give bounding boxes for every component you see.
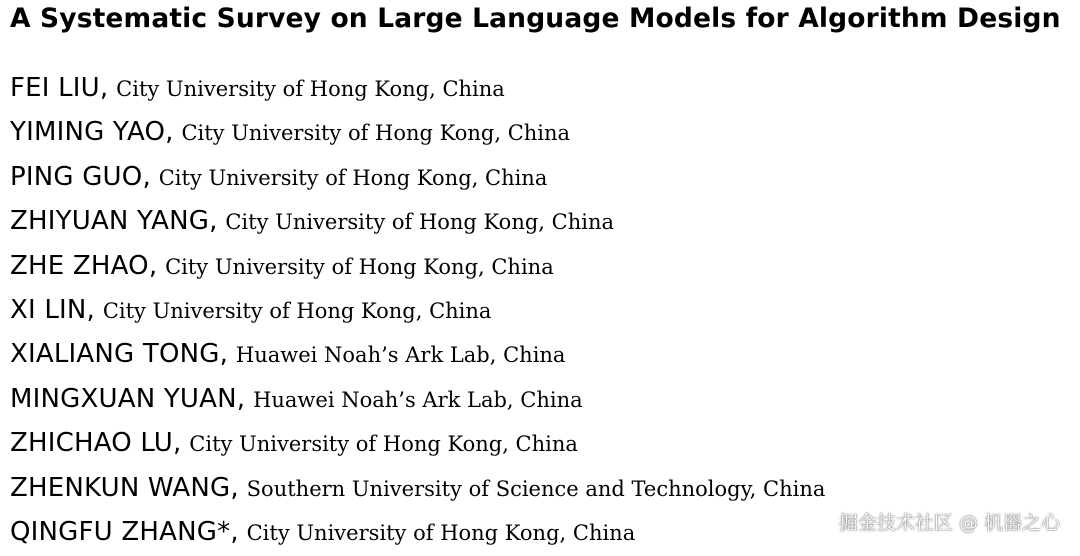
author-list bbox=[10, 68, 825, 556]
author-name: FEI LIU bbox=[10, 73, 100, 103]
author-entry: FEI LIU, City University of Hong Kong, China bbox=[10, 73, 505, 103]
author-entry: XIALIANG TONG, Huawei Noah’s Ark Lab, China bbox=[10, 339, 566, 370]
author-entry: MINGXUAN YUAN, Huawei Noah’s Ark Lab, China bbox=[10, 383, 583, 414]
author-entry: PING GUO, City University of Hong Kong, China bbox=[10, 161, 548, 192]
author-affiliation: Huawei Noah’s Ark Lab, China bbox=[235, 343, 566, 368]
author-name: QINGFU ZHANG* bbox=[10, 516, 231, 547]
author-affiliation: City University of Hong Kong, China bbox=[116, 77, 505, 101]
author-entry: ZHICHAO LU, City University of Hong Kong, China bbox=[10, 428, 578, 459]
author-affiliation: City University of Hong Kong, China bbox=[246, 520, 636, 545]
author-name: YIMING YAO bbox=[10, 117, 166, 148]
author-affiliation: Southern University of Science and Technology, China bbox=[246, 476, 826, 501]
author-name: ZHE ZHAO bbox=[10, 250, 149, 281]
author-entry: QINGFU ZHANG*, City University of Hong Kong, China bbox=[10, 516, 636, 547]
author-entry: ZHENKUN WANG, Southern University of Science and Technology, China bbox=[10, 472, 826, 503]
author-affiliation: City University of Hong Kong, China bbox=[189, 432, 578, 457]
author-name: ZHIYUAN YANG bbox=[10, 206, 210, 237]
author-affiliation: Huawei Noah’s Ark Lab, China bbox=[253, 387, 583, 412]
author-name: XI LIN bbox=[10, 294, 87, 325]
author-affiliation: City University of Hong Kong, China bbox=[225, 210, 614, 235]
author-name: PING GUO bbox=[10, 161, 143, 192]
author-affiliation: City University of Hong Kong, China bbox=[102, 298, 492, 323]
watermark: 掘金技术社区 @ 机器之心 bbox=[838, 512, 1060, 534]
author-affiliation: City University of Hong Kong, China bbox=[158, 165, 548, 190]
paper-title: A Systematic Survey on Large Language Models for Algorithm Design bbox=[10, 3, 1061, 34]
author-entry: ZHE ZHAO, City University of Hong Kong, China bbox=[10, 250, 554, 281]
author-name: ZHENKUN WANG bbox=[10, 472, 231, 503]
author-affiliation: City University of Hong Kong, China bbox=[181, 121, 571, 146]
author-affiliation: City University of Hong Kong, China bbox=[165, 254, 554, 279]
author-entry: ZHIYUAN YANG, City University of Hong Kong, China bbox=[10, 206, 614, 237]
author-entry: YIMING YAO, City University of Hong Kong, China bbox=[10, 117, 571, 148]
author-name: XIALIANG TONG bbox=[10, 339, 220, 370]
author-name: MINGXUAN YUAN bbox=[10, 383, 237, 414]
author-entry: XI LIN, City University of Hong Kong, China bbox=[10, 294, 492, 325]
author-name: ZHICHAO LU bbox=[10, 428, 174, 459]
